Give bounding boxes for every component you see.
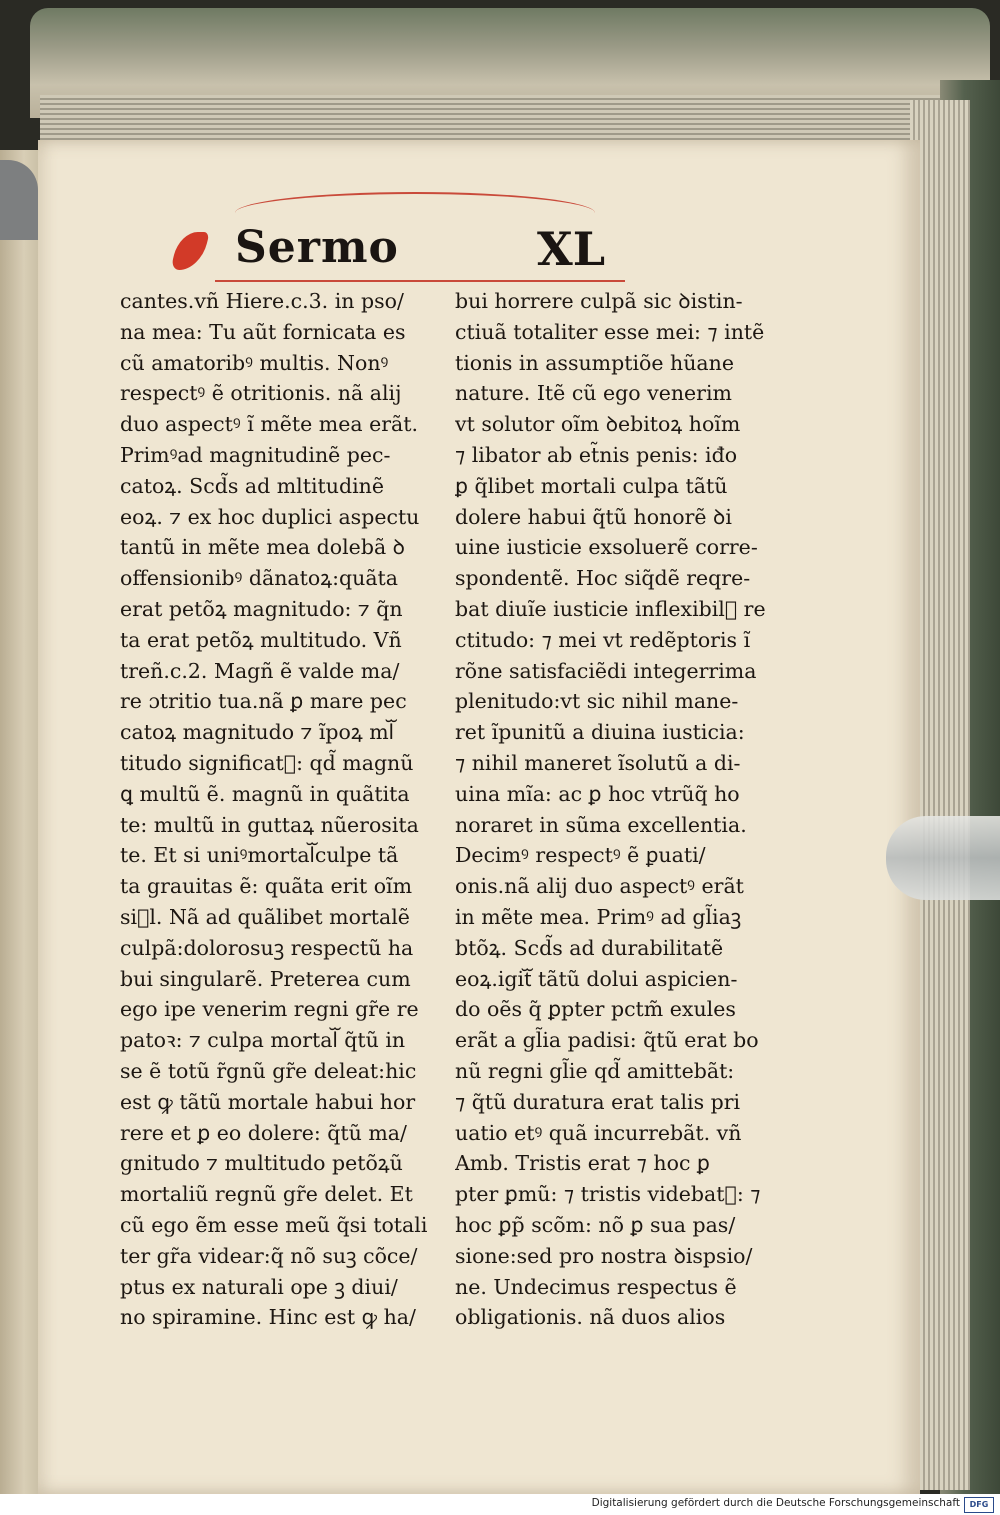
left-column-line: catoꝝ magnitudo ⁊ ĩpoꝝ mlᷓ <box>120 720 394 745</box>
right-column-line: in mẽte mea. Primꝰ ad gl̃iaꝫ <box>455 904 742 929</box>
left-column-line: eoꝝ. ⁊ ex hoc duplici aspectu <box>120 504 420 529</box>
right-column-line: tionis in assumptiõe hũane <box>455 350 734 375</box>
left-column-line: te: multũ in guttaꝝ nũerosita <box>120 812 419 837</box>
right-column-line: ⁊ nihil maneret ĩsolutũ a di- <box>455 750 741 775</box>
left-column-line: cũ amatoribꝰ multis. Nonꝰ <box>120 350 389 375</box>
footer-credit: Digitalisierung gefördert durch die Deutsche Forschungsgemeinschaft <box>591 1497 960 1509</box>
left-column-line: te. Et si uniꝰmortalᷓculpe tã <box>120 843 399 868</box>
left-column-line: rere et ꝑ eo dolere: q̃tũ ma/ <box>120 1120 407 1145</box>
left-column-line: gnitudo ⁊ multitudo petõꝝũ <box>120 1151 403 1176</box>
facing-page-edge <box>0 150 40 1494</box>
left-column-line: erat petõꝝ magnitudo: ⁊ q̃n <box>120 596 403 621</box>
right-column-line: ret ĩpunitũ a diuina iusticia: <box>455 720 745 745</box>
rubric-rule <box>215 280 625 282</box>
left-column-line: est ꝙ tãtũ mortale habui hor <box>120 1089 416 1114</box>
left-column-line: treñ.c.2. Magñ ẽ valde ma/ <box>120 658 400 683</box>
right-column-line: Decimꝰ respectꝰ ẽ ꝑuati/ <box>455 843 706 868</box>
left-column-line: ego ipe venerim regni gr̃e re <box>120 997 419 1022</box>
right-column-line: rõne satisfaciẽdi integerrima <box>455 658 757 683</box>
page-edges-top <box>40 95 940 145</box>
right-column-line: erãt a gl̃ia padisi: q̃tũ erat bo <box>455 1028 759 1053</box>
right-column-line: noraret in sũma excellentia. <box>455 812 747 837</box>
right-column-line: ⁊ libator ab et̃nis penis: iđo <box>455 442 738 467</box>
right-column-line: bui horrere culpã sic ꝺistin- <box>455 289 743 313</box>
left-column-line: offensionibꝰ dãnatoꝝ:quãta <box>120 566 399 591</box>
left-column-line: duo aspectꝰ ĩ mẽte mea erãt. <box>120 412 418 437</box>
left-column-line: no spiramine. Hinc est ꝙ ha/ <box>120 1305 416 1330</box>
left-column-line: re ɔtritio tua.nã ꝑ mare pec <box>120 689 407 714</box>
right-column-line: uatio etꝰ quã incurrebãt. vñ <box>455 1120 742 1145</box>
right-column-line: obligationis. nã duos alios <box>455 1305 726 1330</box>
facing-page-curl <box>0 160 38 240</box>
right-column-line: ctitudo: ⁊ mei vt redẽptoris ĩ <box>455 627 751 652</box>
book-clamp <box>886 816 1000 900</box>
left-column-line: ta erat petõꝝ multitudo. Vñ <box>120 627 402 652</box>
left-column-line: tantũ in mẽte mea dolebã ꝺ <box>120 535 405 560</box>
right-column-line: uina mĩa: ac ꝑ hoc vtrũq̃ ho <box>455 781 740 806</box>
right-column-line: plenitudo:vt sic nihil mane- <box>455 689 739 714</box>
right-column-line: spondentẽ. Hoc siq̃dẽ reqre- <box>455 566 751 591</box>
left-column-line: titudo significatᷓ: qd̃ magnũ <box>120 750 414 775</box>
left-column-line: ta grauitas ẽ: quãta erit oĩm <box>120 874 413 899</box>
right-column-line: ctiuã totaliter esse mei: ⁊ intẽ <box>455 319 765 344</box>
left-column-line: ter gr̃a videar:q̃ nõ suꝫ cõce/ <box>120 1243 418 1268</box>
right-column-line: nũ regni gl̃ie qd̃ amittebãt: <box>455 1058 735 1083</box>
text-column-left <box>120 286 440 1333</box>
right-column-line: onis.nã alij duo aspectꝰ erãt <box>455 874 744 899</box>
right-column-line: uine iusticie exsoluerẽ corre- <box>455 535 758 560</box>
left-column-line: Primꝰad magnitudinẽ pec- <box>120 442 391 467</box>
right-column-line: ꝑ q̃libet mortali culpa tãtũ <box>455 473 728 498</box>
right-column-line: nature. Itẽ cũ ego venerim <box>455 381 732 406</box>
text-column-right <box>455 286 775 1333</box>
right-column-line: dolere habui q̃tũ honorẽ ꝺi <box>455 504 732 529</box>
left-column-line: respectꝰ ẽ otritionis. nã alij <box>120 381 402 406</box>
left-column-line: cũ ego ẽm esse meũ q̃si totali <box>120 1212 428 1237</box>
left-column-line: culpã:dolorosuꝫ respectũ ha <box>120 935 414 960</box>
left-column-line: na mea: Tu aũt fornicata es <box>120 319 406 344</box>
right-column-line: sione:sed pro nostra ꝺispsio/ <box>455 1243 753 1268</box>
left-column-line: ꝗ multũ ẽ. magnũ in quãtita <box>120 781 410 806</box>
header-title: Sermo <box>235 222 399 273</box>
left-column-line: catoꝝ. Scd̃s ad mltitudinẽ <box>120 473 384 498</box>
left-column-line: ptus ex naturali ope ꝫ diui/ <box>120 1274 398 1299</box>
right-column-line: do oẽs q̃ ꝑpter pctm̃ exules <box>455 997 736 1022</box>
right-column-line: pter ꝑmũ: ⁊ tristis videbatᷓ: ⁊ <box>455 1182 761 1207</box>
right-column-line: vt solutor oĩm ꝺebitoꝝ hoĩm <box>455 412 741 437</box>
right-column-line: ne. Undecimus respectus ẽ <box>455 1274 737 1299</box>
left-column-line: mortaliũ regnũ gr̃e delet. Et <box>120 1182 413 1207</box>
footer-bar <box>0 1494 1000 1515</box>
right-column-line: btõꝝ. Scd̃s ad durabilitatẽ <box>455 935 724 960</box>
running-header <box>175 222 625 282</box>
right-column-line: hoc ꝑp̃ scõm: nõ ꝑ sua pas/ <box>455 1212 736 1237</box>
right-column-line: ⁊ q̃tũ duratura erat talis pri <box>455 1089 741 1114</box>
left-column-line: bui singularẽ. Preterea cum <box>120 966 411 991</box>
right-column-line: Amb. Tristis erat ⁊ hoc ꝑ <box>455 1151 710 1176</box>
rubric-paragraph-mark <box>170 232 209 270</box>
left-column-line: patoꝛ: ⁊ culpa mortalᷓ q̃tũ in <box>120 1028 406 1053</box>
left-column-line: se ẽ totũ r̃gnũ gr̃e deleat:hic <box>120 1058 417 1083</box>
left-column-line: siᷓl. Nã ad quãlibet mortalẽ <box>120 904 410 929</box>
left-column-line: cantes.vñ Hiere.c.3. in pso/ <box>120 289 404 313</box>
right-column-line: eoꝝ.igitᷓ tãtũ dolui aspicien- <box>455 966 738 991</box>
right-column-line: bat diuĩe iusticie inflexibilᷓ re <box>455 596 766 621</box>
dfg-logo: DFG <box>964 1497 994 1513</box>
folio-number: XL <box>537 222 606 276</box>
